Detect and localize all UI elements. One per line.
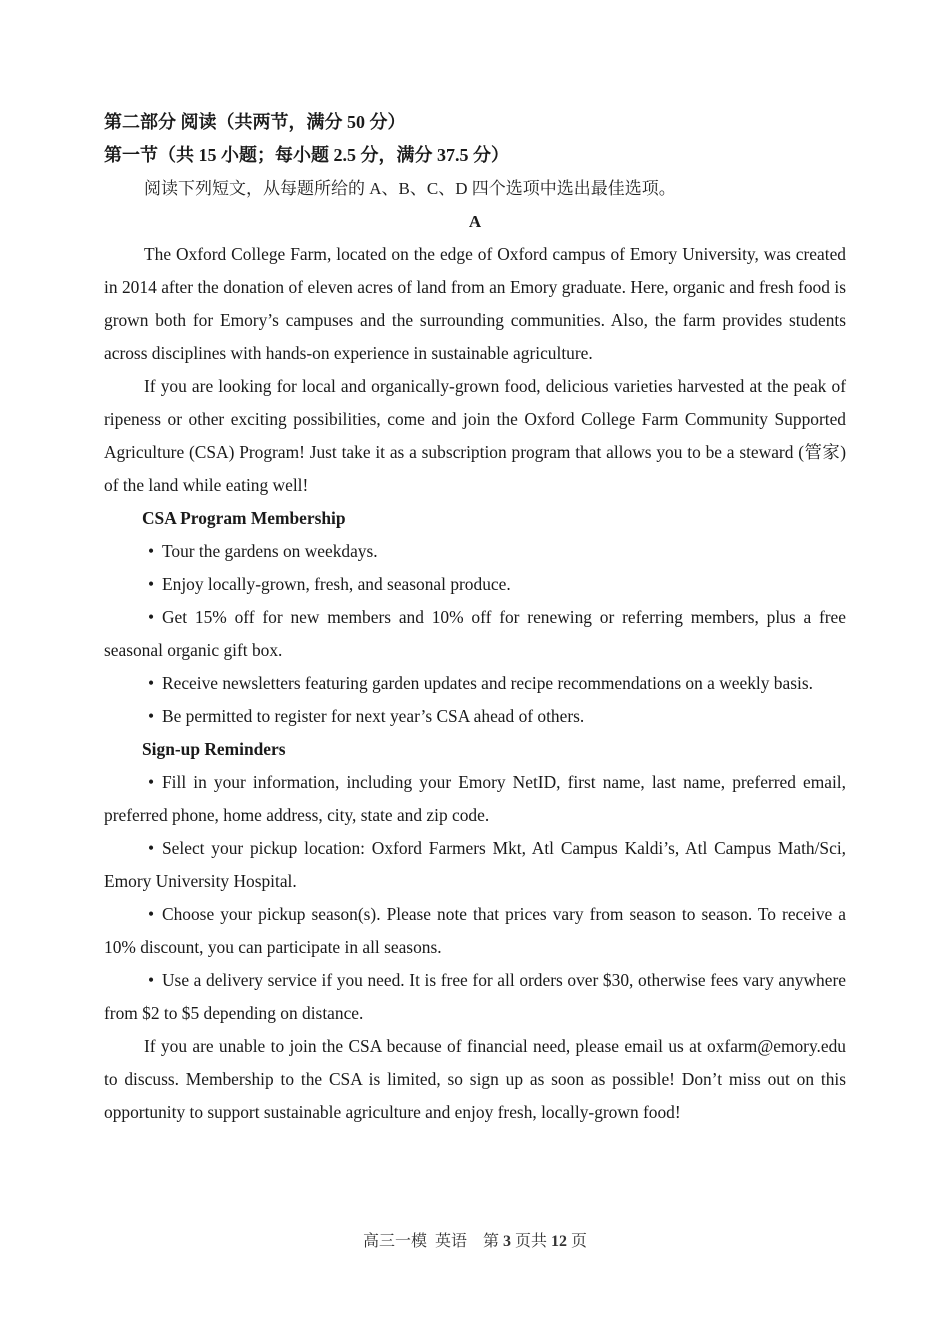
exam-page xyxy=(104,106,846,1129)
instructions: 阅读下列短文，从每题所给的 A、B、C、D 四个选项中选出最佳选项。 xyxy=(144,179,676,198)
bullet-icon: • xyxy=(148,574,155,594)
page-footer: 高三一模 英语 第 3 页共 12 页 xyxy=(362,1233,588,1250)
list-item: • Enjoy locally-grown, fresh, and seasonal produce. xyxy=(104,568,846,601)
passage-letter: A xyxy=(468,212,482,231)
part-title: 第二部分 阅读（共两节，满分 50 分） xyxy=(104,112,406,132)
list-item: • Be permitted to register for next year’s CSA ahead of others. xyxy=(104,700,846,733)
list-item: • Select your pickup location: Oxford Farmers Mkt, Atl Campus Kaldi’s, Atl Campus Math/Sci, Emory University Hospital. xyxy=(104,832,846,898)
list-item: • Use a delivery service if you need. It is free for all orders over $30, otherwise fees vary anywhere from $2 to $5 depending on distance. xyxy=(104,964,846,1030)
bullet-icon: • xyxy=(148,673,155,693)
exam-label: 高三一模 英语 xyxy=(362,1233,467,1250)
closing-paragraph: If you are unable to join the CSA because of financial need, please email us at oxfarm@emory.edu to discuss. Membership to the CSA is limited, so sign up as soon as possible! Don’t miss out on this opportunity to support sustainable agriculture and enjoy fresh, locally-grown food! xyxy=(104,1036,846,1122)
reminders-list xyxy=(104,766,846,1030)
bullet-icon: • xyxy=(148,904,155,924)
invite-paragraph: If you are looking for local and organically-grown food, delicious varieties harvested at the peak of ripeness or other exciting possibilities, come and join the Oxford College Farm Community Supported Agriculture (CSA) Program! Just take it as a subscription program that allows you to be a steward (管家) of the land while eating well! xyxy=(104,376,846,495)
list-item: • Get 15% off for new members and 10% off for renewing or referring members, plus a free seasonal organic gift box. xyxy=(104,601,846,667)
bullet-icon: • xyxy=(148,970,155,990)
membership-heading: CSA Program Membership xyxy=(142,508,346,528)
list-item: • Receive newsletters featuring garden updates and recipe recommendations on a weekly basis. xyxy=(104,667,846,700)
bullet-icon: • xyxy=(148,541,155,561)
list-item: • Choose your pickup season(s). Please note that prices vary from season to season. To receive a 10% discount, you can participate in all seasons. xyxy=(104,898,846,964)
membership-list xyxy=(104,535,846,733)
section-title: 第一节（共 15 小题；每小题 2.5 分，满分 37.5 分） xyxy=(104,145,509,165)
page-number: 3 xyxy=(503,1233,511,1250)
bullet-icon: • xyxy=(148,838,155,858)
intro-paragraph: The Oxford College Farm, located on the edge of Oxford campus of Emory University, was created in 2014 after the donation of eleven acres of land from an Emory graduate. Here, organic and fresh food is grown both for Emory’s campuses and the surrounding communities. Also, the farm provides students across disciplines with hands-on experience in sustainable agriculture. xyxy=(104,244,846,363)
reminders-heading: Sign-up Reminders xyxy=(142,739,286,759)
bullet-icon: • xyxy=(148,607,155,627)
page-total: 12 xyxy=(551,1233,568,1250)
bullet-icon: • xyxy=(148,772,155,792)
list-item: • Fill in your information, including your Emory NetID, first name, last name, preferred email, preferred phone, home address, city, state and zip code. xyxy=(104,766,846,832)
bullet-icon: • xyxy=(148,706,155,726)
list-item: • Tour the gardens on weekdays. xyxy=(104,535,846,568)
